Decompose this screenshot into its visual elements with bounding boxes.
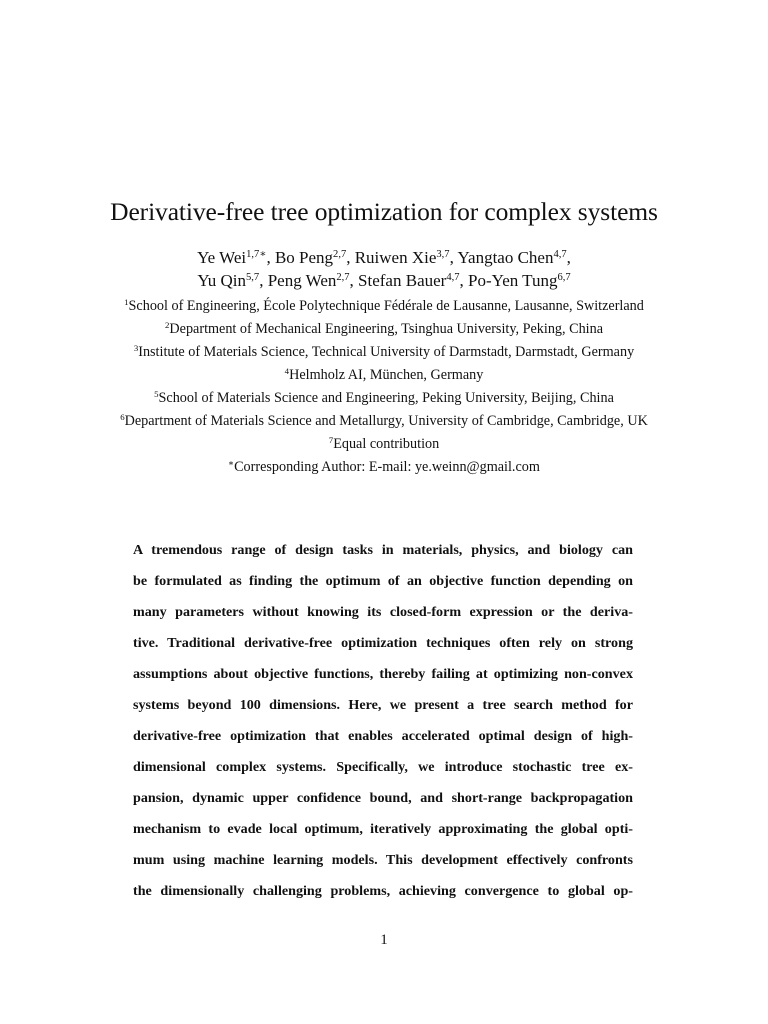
author: , Yangtao Chen$^{4,7}$ — [449, 248, 567, 267]
affiliation-4: $^4$Helmholz AI, München, Germany — [284, 366, 484, 383]
affiliation-2: $^2$Department of Mechanical Engineering, Tsinghua University, Peking, China — [165, 320, 603, 337]
abstract-line: pansion, dynamic upper confidence bound, and short-range backpropagation — [133, 790, 633, 806]
paper-title: Derivative-free tree optimization for complex systems — [110, 197, 658, 226]
abstract-line: derivative-free optimization that enables accelerated optimal design of high- — [133, 728, 633, 744]
author-separator: , — [566, 248, 571, 267]
abstract-line: many parameters without knowing its closed-form expression or the deriva- — [133, 604, 633, 620]
equal-contribution-note: $^7$Equal contribution — [328, 435, 440, 452]
abstract-line: the dimensionally challenging problems, achieving convergence to global op- — [133, 883, 633, 899]
author: Ye Wei$^{1,7∗}$ — [197, 248, 267, 267]
author: Yu Qin$^{5,7}$ — [197, 271, 260, 290]
affiliation-1: $^1$School of Engineering, École Polytechnique Fédérale de Lausanne, Lausanne, Switzerland — [124, 297, 644, 314]
author: , Ruiwen Xie$^{3,7}$ — [346, 248, 450, 267]
abstract-line: be formulated as finding the optimum of an objective function depending on — [133, 573, 633, 589]
abstract-line: A tremendous range of design tasks in materials, physics, and biology can — [133, 542, 633, 558]
affiliation-5: $^5$School of Materials Science and Engineering, Peking University, Beijing, China — [154, 389, 614, 406]
abstract — [133, 535, 633, 907]
author: , Peng Wen$^{2,7}$ — [259, 271, 350, 290]
author: , Stefan Bauer$^{4,7}$ — [349, 271, 460, 290]
affiliation-6: $^6$Department of Materials Science and Metallurgy, University of Cambridge, Cambridge, UK — [120, 412, 648, 429]
abstract-line: assumptions about objective functions, thereby failing at optimizing non-convex — [133, 666, 633, 682]
abstract-line: mum using machine learning models. This development effectively confronts — [133, 852, 633, 868]
abstract-line: dimensional complex systems. Specifically, we introduce stochastic tree ex- — [133, 759, 633, 775]
abstract-line: tive. Traditional derivative-free optimization techniques often rely on strong — [133, 635, 633, 651]
author-line-2 — [0, 270, 768, 295]
author: , Po-Yen Tung$^{6,7}$ — [459, 271, 571, 290]
author: , Bo Peng$^{2,7}$ — [266, 248, 347, 267]
page-number: 1 — [380, 932, 388, 948]
abstract-line: mechanism to evade local optimum, iteratively approximating the global opti- — [133, 821, 633, 837]
abstract-line: systems beyond 100 dimensions. Here, we present a tree search method for — [133, 697, 633, 713]
affiliation-3: $^3$Institute of Materials Science, Technical University of Darmstadt, Darmstadt, Germany — [133, 343, 635, 360]
corresponding-author-note: ∗Corresponding Author: E-mail: ye.weinn@gmail.com — [228, 458, 540, 475]
author-line-1 — [0, 247, 768, 272]
